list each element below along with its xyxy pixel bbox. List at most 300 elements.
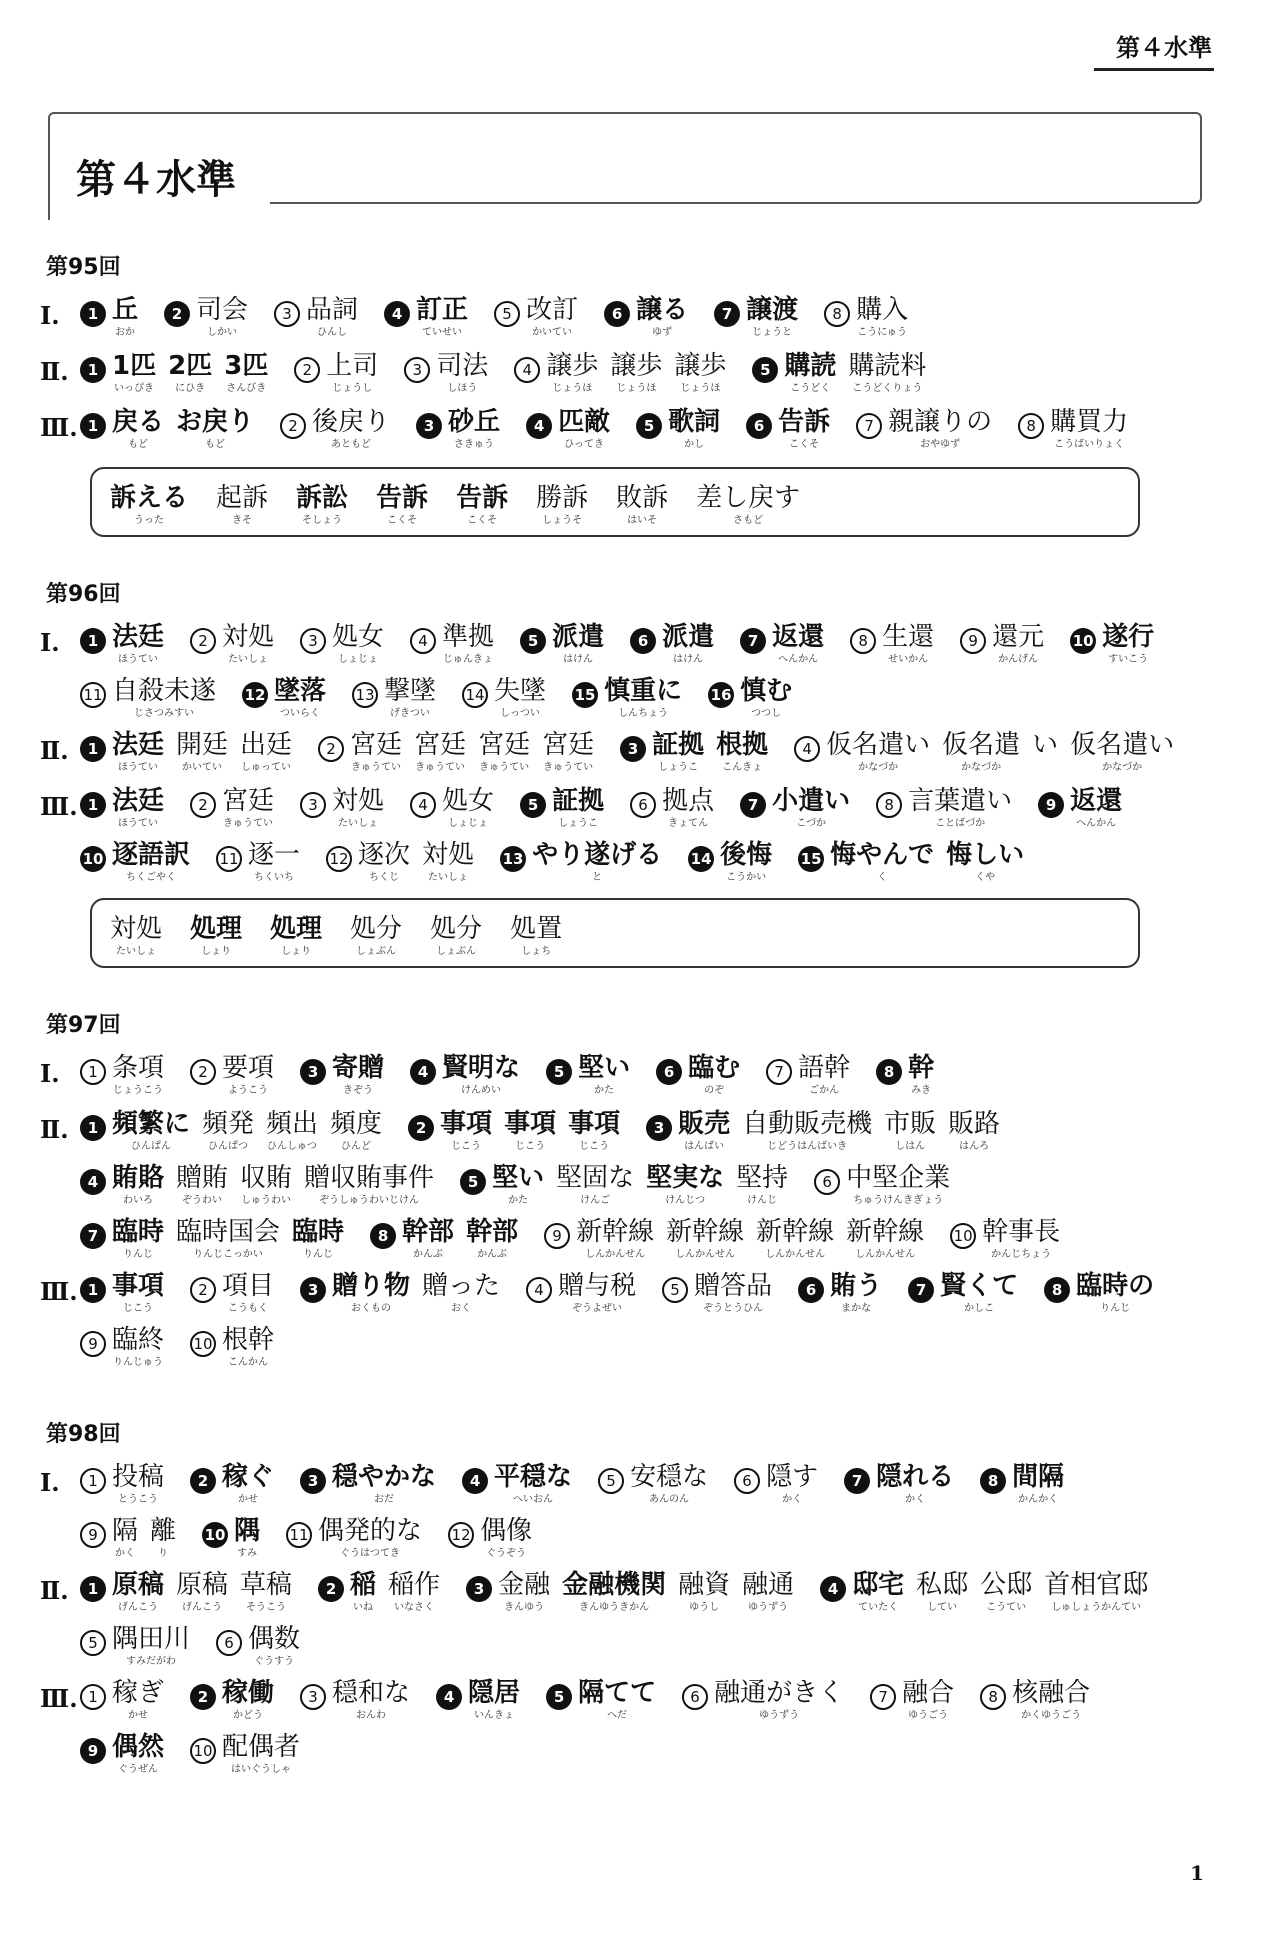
kanji-text: 墜落 (274, 676, 327, 706)
vocab-entry (332, 620, 384, 666)
furigana: こんきょ (722, 762, 763, 773)
question-number: Ⅰ. (40, 1468, 60, 1497)
answer-number-badge: 3 (646, 1115, 672, 1141)
vocab-entry (696, 481, 800, 527)
vocab-entry (492, 1161, 544, 1207)
vocab-entry (1076, 1269, 1154, 1315)
furigana: さもど (733, 515, 764, 526)
answer-item (870, 1676, 966, 1722)
vocab-entry (510, 912, 562, 958)
kanji-text: 対処 (222, 622, 275, 652)
kanji-text: 隔てて (578, 1678, 657, 1708)
answer-number-badge: 12 (326, 846, 352, 872)
answer-item (190, 1460, 286, 1506)
answer-number-badge: 6 (630, 628, 656, 654)
vocab-entry (494, 674, 546, 720)
answer-number-badge: 2 (190, 1468, 216, 1494)
answer-item (856, 405, 1004, 451)
kanji-text: 隔 (112, 1516, 139, 1546)
vocab-entry (742, 1568, 794, 1614)
vocab-entry (248, 838, 300, 884)
vocab-entry (694, 1269, 772, 1315)
answer-item (80, 1323, 176, 1369)
answer-item (688, 838, 784, 884)
vocab-entry (222, 620, 274, 666)
vocab-entry (526, 293, 578, 339)
answer-number-badge: 3 (300, 1277, 326, 1303)
vocab-entry (150, 1514, 176, 1560)
furigana: じょうほ (616, 383, 657, 394)
furigana: くや (975, 872, 996, 883)
answer-number-badge: 11 (216, 846, 242, 872)
furigana: にひき (175, 383, 206, 394)
answer-item (410, 784, 506, 830)
vocab-entry (358, 838, 410, 884)
kanji-text: 堅固な (556, 1163, 635, 1193)
kanji-text: 項目 (222, 1271, 275, 1301)
kanji-text: 稼ぐ (222, 1462, 275, 1492)
kanji-text: 逐一 (248, 840, 301, 870)
kanji-text: 派遣 (662, 622, 715, 652)
answer-number-badge: 11 (80, 682, 106, 708)
vocab-entry (112, 405, 164, 451)
answer-item (80, 620, 176, 666)
vocab-entry (112, 1051, 164, 1097)
furigana: きゅうてい (543, 762, 594, 773)
kanji-text: 仮名遣 (942, 730, 1021, 760)
kanji-text: 後悔 (720, 840, 773, 870)
answer-item (844, 1460, 966, 1506)
kanji-text: 訴訟 (296, 483, 349, 513)
answer-item (436, 1676, 532, 1722)
vocab-entry (350, 912, 402, 958)
vocab-entry (652, 728, 704, 774)
reference-box (90, 467, 1140, 537)
kanji-text: 後戻り (312, 407, 391, 437)
answer-item (462, 1460, 584, 1506)
answer-number-badge: 12 (448, 1522, 474, 1548)
answer-number-badge: 4 (794, 736, 820, 762)
running-header: 第４水準 (1116, 34, 1212, 62)
answer-item (404, 349, 500, 395)
answer-number-badge: 1 (80, 1059, 106, 1085)
furigana: じょうと (752, 327, 793, 338)
question-number: Ⅰ. (40, 1059, 60, 1088)
furigana: かせ (238, 1494, 259, 1505)
vocab-entry (332, 1269, 410, 1315)
answer-item (352, 674, 448, 720)
furigana: うった (134, 515, 164, 526)
kanji-text: 1匹 (112, 351, 157, 381)
answer-number-badge: 3 (300, 1059, 326, 1085)
kanji-text: 告訴 (376, 483, 429, 513)
vocab-entry (112, 1568, 164, 1614)
vocab-entry (666, 1215, 744, 1261)
kanji-text: 販売 (678, 1109, 731, 1139)
vocab-entry (402, 1215, 454, 1261)
vocab-entry (494, 1460, 572, 1506)
question-line (40, 1051, 1210, 1107)
vocab-entry (222, 1323, 274, 1369)
kanji-text: 金融 (498, 1570, 551, 1600)
answer-item (960, 620, 1056, 666)
vocab-entry (442, 620, 494, 666)
kanji-text: 司法 (436, 351, 489, 381)
vocab-entry (176, 405, 254, 451)
answer-number-badge: 9 (80, 1331, 106, 1357)
vocab-entry (552, 784, 604, 830)
vocab-entry (176, 1161, 228, 1207)
kanji-text: 頻発 (202, 1109, 255, 1139)
answer-number-badge: 1 (80, 413, 106, 439)
answer-item (408, 1107, 632, 1153)
question-number: Ⅲ. (40, 1684, 78, 1713)
answer-item (80, 293, 150, 339)
kanji-text: 対処 (332, 786, 385, 816)
question-line (40, 1568, 1210, 1676)
furigana: まかな (841, 1303, 872, 1314)
vocab-entry (1070, 784, 1122, 830)
answer-number-badge: 4 (526, 1277, 552, 1303)
kanji-text: 逐語訳 (112, 840, 191, 870)
furigana: ほうてい (118, 818, 158, 829)
answer-item (300, 1269, 512, 1315)
answer-item (546, 1051, 642, 1097)
vocab-entry (992, 620, 1044, 666)
answer-item (824, 293, 920, 339)
answer-item (300, 620, 396, 666)
kanji-text: 法廷 (112, 622, 165, 652)
furigana: きぞう (343, 1085, 374, 1096)
vocab-entry (112, 620, 164, 666)
answer-item (636, 405, 732, 451)
answer-number-badge: 12 (242, 682, 268, 708)
furigana: たいしょ (428, 872, 469, 883)
furigana: じょうし (332, 383, 373, 394)
furigana: ぞうわい (182, 1195, 223, 1206)
vocab-entry (430, 912, 482, 958)
furigana: ついらく (280, 708, 321, 719)
answer-number-badge: 5 (546, 1059, 572, 1085)
furigana: へんかん (778, 654, 819, 665)
vocab-entry (112, 1161, 164, 1207)
kanji-text: 砂丘 (448, 407, 501, 437)
vocab-entry (532, 838, 662, 884)
answer-number-badge: 8 (824, 301, 850, 327)
furigana: じょうほ (552, 383, 593, 394)
answer-item (80, 838, 202, 884)
answer-item (300, 1460, 448, 1506)
furigana: かんぶ (477, 1249, 508, 1260)
answer-number-badge: 3 (466, 1576, 492, 1602)
furigana: はんばい (684, 1141, 725, 1152)
furigana: おだ (374, 1494, 395, 1505)
furigana: かく (115, 1548, 135, 1559)
vocab-entry (946, 838, 1024, 884)
answer-item (80, 1730, 176, 1776)
furigana: きゅうてい (415, 762, 466, 773)
vocab-entry (112, 1107, 190, 1153)
furigana: こくそ (387, 515, 418, 526)
kanji-text: 告訴 (778, 407, 831, 437)
kanji-text: 悔しい (946, 840, 1025, 870)
vocab-entry (112, 1676, 164, 1722)
furigana: ていせい (422, 327, 463, 338)
furigana: ひんし (317, 327, 348, 338)
answer-number-badge: 5 (636, 413, 662, 439)
answer-items (80, 1051, 1210, 1105)
kanji-text: 要項 (222, 1053, 275, 1083)
vocab-entry (646, 1161, 724, 1207)
answer-number-badge: 2 (190, 792, 216, 818)
furigana: はいぐうしゃ (231, 1764, 292, 1775)
furigana: いなさく (394, 1602, 435, 1613)
answer-number-badge: 4 (820, 1576, 846, 1602)
kanji-text: 開廷 (176, 730, 229, 760)
answer-number-badge: 6 (746, 413, 772, 439)
answer-number-badge: 8 (980, 1684, 1006, 1710)
furigana: へんかん (1076, 818, 1117, 829)
kanji-text: 原稿 (176, 1570, 229, 1600)
furigana: しゅってい (241, 762, 292, 773)
kanji-text: 賄う (830, 1271, 883, 1301)
answer-item (500, 838, 674, 884)
vocab-entry (222, 1460, 274, 1506)
answer-number-badge: 16 (708, 682, 734, 708)
vocab-entry (562, 1568, 666, 1614)
answer-item (520, 620, 616, 666)
vocab-entry (326, 349, 378, 395)
kanji-text: 言葉遣い (908, 786, 1013, 816)
answer-number-badge: 2 (164, 301, 190, 327)
kanji-text: 臨時国会 (176, 1217, 281, 1247)
answer-number-badge: 5 (520, 628, 546, 654)
furigana: りんじゅう (113, 1357, 163, 1368)
vocab-entry (772, 784, 850, 830)
kanji-text: 慎重に (604, 676, 683, 706)
kanji-text: 処分 (430, 914, 483, 944)
answer-number-badge: 1 (80, 792, 106, 818)
answer-items (80, 1460, 1210, 1568)
vocab-entry (662, 784, 714, 830)
furigana: すみ (237, 1548, 258, 1559)
answer-item (190, 784, 286, 830)
furigana: さんびき (226, 383, 267, 394)
answer-number-badge: 2 (190, 1277, 216, 1303)
vocab-entry (902, 1676, 954, 1722)
answer-number-badge: 15 (572, 682, 598, 708)
vocab-entry (442, 784, 494, 830)
vocab-entry (112, 1460, 164, 1506)
furigana: こうどくりょう (852, 383, 923, 394)
vocab-entry (852, 1568, 904, 1614)
answer-number-badge: 10 (190, 1738, 216, 1764)
answer-item (294, 349, 390, 395)
answer-item (740, 620, 836, 666)
kanji-text: 偶然 (112, 1732, 165, 1762)
kanji-text: 司会 (196, 295, 249, 325)
kanji-text: 派遣 (552, 622, 605, 652)
furigana: しんかんせん (765, 1249, 826, 1260)
vocab-entry (112, 1269, 164, 1315)
kanji-text: 隅田川 (112, 1624, 191, 1654)
furigana: しょり (281, 946, 312, 957)
answer-number-badge: 3 (274, 301, 300, 327)
furigana: かせ (128, 1710, 148, 1721)
answer-number-badge: 4 (526, 413, 552, 439)
answer-item (950, 1215, 1072, 1261)
answer-item (734, 1460, 830, 1506)
vocab-entry (112, 1730, 164, 1776)
answer-number-badge: 2 (408, 1115, 434, 1141)
answer-number-badge: 2 (318, 1576, 344, 1602)
kanji-text: 臨時 (112, 1217, 165, 1247)
answer-item (190, 1676, 286, 1722)
answer-item (326, 838, 486, 884)
furigana: ぐうはつてき (340, 1548, 401, 1559)
vocab-entry (456, 481, 508, 527)
furigana: ひんしゅつ (267, 1141, 318, 1152)
vocab-entry (112, 1622, 190, 1668)
kanji-text: 幹事長 (982, 1217, 1061, 1247)
vocab-entry (436, 349, 488, 395)
vocab-entry (604, 674, 682, 720)
vocab-entry (1032, 728, 1058, 774)
vocab-entry (536, 481, 588, 527)
vocab-entry (176, 1215, 280, 1261)
page-title: 第４水準 (76, 157, 236, 203)
answer-number-badge: 7 (908, 1277, 934, 1303)
answer-number-badge: 3 (300, 792, 326, 818)
round-section (40, 1008, 1210, 1377)
answer-item (544, 1215, 936, 1261)
furigana: げきつい (390, 708, 431, 719)
furigana: かいてい (532, 327, 573, 338)
answer-item (300, 1676, 422, 1722)
furigana: じょうこう (113, 1085, 163, 1096)
furigana: と (592, 872, 603, 883)
kanji-text: 配偶者 (222, 1732, 301, 1762)
vocab-entry (542, 728, 594, 774)
kanji-text: 贈った (422, 1271, 501, 1301)
vocab-entry (830, 838, 934, 884)
furigana: いね (353, 1602, 374, 1613)
furigana: あともど (331, 439, 372, 450)
vocab-entry (1050, 405, 1128, 451)
furigana: ぞうとうひん (703, 1303, 764, 1314)
kanji-text: 失墜 (494, 676, 547, 706)
answer-item (682, 1676, 856, 1722)
answer-number-badge: 8 (850, 628, 876, 654)
vocab-entry (224, 349, 268, 395)
answer-number-badge: 10 (80, 846, 106, 872)
kanji-text: 条項 (112, 1053, 165, 1083)
furigana: ゆうし (689, 1602, 720, 1613)
kanji-text: 戻る (112, 407, 165, 437)
kanji-text: 匹敵 (558, 407, 611, 437)
vocab-entry (942, 728, 1020, 774)
furigana: く (877, 872, 888, 883)
kanji-text: 事項 (568, 1109, 621, 1139)
furigana: ぐうぜん (118, 1764, 158, 1775)
furigana: しはん (895, 1141, 926, 1152)
vocab-entry (578, 1676, 656, 1722)
vocab-entry (332, 1460, 436, 1506)
answer-item (216, 838, 312, 884)
furigana: はけん (673, 654, 704, 665)
answer-item (280, 405, 402, 451)
kanji-text: 金融機関 (562, 1570, 667, 1600)
furigana: きんゆうきかん (579, 1602, 650, 1613)
answer-item (630, 784, 726, 830)
furigana: こうかい (726, 872, 767, 883)
answer-item (630, 620, 726, 666)
answer-number-badge: 15 (798, 846, 824, 872)
kanji-text: 臨時 (292, 1217, 345, 1247)
vocab-entry (112, 838, 190, 884)
vocab-entry (830, 1269, 882, 1315)
question-line (40, 293, 1210, 349)
furigana: じさつみすい (134, 708, 194, 719)
vocab-entry (110, 912, 162, 958)
kanji-text: 臨時の (1076, 1271, 1155, 1301)
kanji-text: 投稿 (112, 1462, 165, 1492)
answer-item (520, 784, 616, 830)
kanji-text: 幹部 (466, 1217, 519, 1247)
vocab-entry (422, 838, 474, 884)
kanji-text: 還元 (992, 622, 1045, 652)
furigana: けんじつ (665, 1195, 706, 1206)
furigana: ことばづか (935, 818, 986, 829)
answer-item (572, 674, 694, 720)
answer-number-badge: 2 (280, 413, 306, 439)
furigana: はけん (563, 654, 594, 665)
answer-item (190, 1730, 312, 1776)
vocab-entry (798, 1051, 850, 1097)
furigana: しょぶん (356, 946, 397, 957)
round-section (40, 577, 1210, 968)
answer-item (80, 728, 304, 774)
furigana: しょうそ (542, 515, 583, 526)
furigana: ぐうぞう (486, 1548, 527, 1559)
furigana: りんじこっかい (193, 1249, 263, 1260)
answer-item (384, 293, 480, 339)
vocab-entry (112, 349, 156, 395)
furigana: けんめい (461, 1085, 502, 1096)
answer-item (80, 1622, 202, 1668)
kanji-text: 頻繁に (112, 1109, 191, 1139)
furigana: じゅんきょ (443, 654, 494, 665)
kanji-text: 稲 (350, 1570, 377, 1600)
furigana: かなづか (961, 762, 1002, 773)
furigana: のぞ (704, 1085, 725, 1096)
kanji-text: 穏和な (332, 1678, 411, 1708)
kanji-text: 処置 (510, 914, 563, 944)
answer-number-badge: 4 (462, 1468, 488, 1494)
furigana: ひんぱつ (208, 1141, 249, 1152)
answer-item (274, 293, 370, 339)
furigana: しゅしょうかんてい (1051, 1602, 1142, 1613)
kanji-text: 敗訴 (616, 483, 669, 513)
answer-number-badge: 9 (544, 1223, 570, 1249)
answer-number-badge: 5 (494, 301, 520, 327)
furigana: ゆうずう (748, 1602, 789, 1613)
question-line (40, 1676, 1210, 1784)
question-line (40, 405, 1210, 461)
kanji-text: 譲歩 (674, 351, 727, 381)
vocab-entry (888, 405, 992, 451)
answer-number-badge: 13 (352, 682, 378, 708)
